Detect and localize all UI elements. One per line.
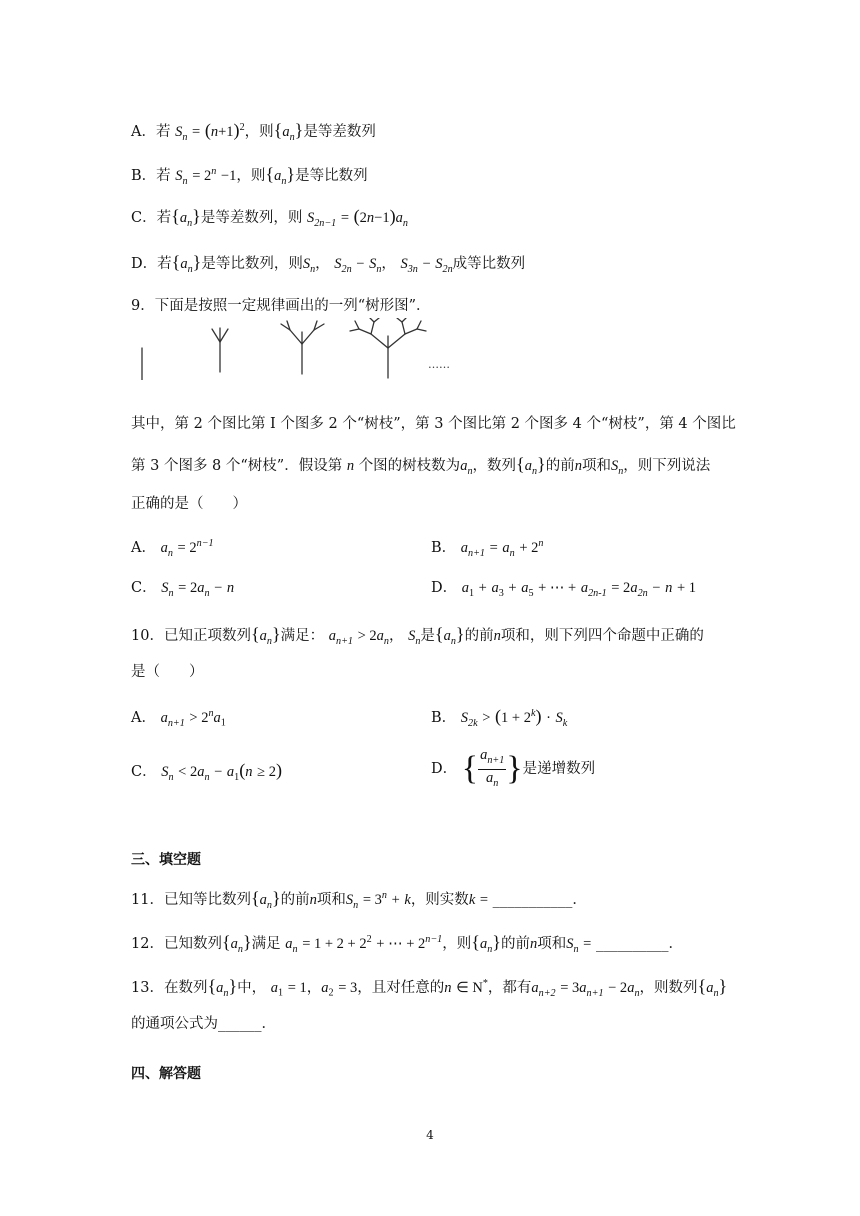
q10-option-c: C． $S_n < 2a_n - a_1(n \ge 2)$	[131, 760, 282, 783]
q9-option-a: A． $a_n = 2^{n-1}$	[131, 538, 214, 559]
q9-body-line2: 第 3 个图多 8 个“树枝”．假设第 n 个图的树枝数为$a_n$，数列$\{a_n\}$的前n项和$S_n$，则下列说法	[131, 454, 711, 477]
q8-option-b: B．若 $S_n = 2^n -1$，则$\{a_n\}$是等比数列	[131, 163, 368, 187]
q8-option-d: D．若$\{a_n\}$是等比数列，则$S_n$， $S_{2n} - S_n$， $S_{3n} - S_{2n}$成等比数列	[131, 252, 526, 275]
q9-body-line1: 其中，第 2 个图比第 I 个图多 2 个“树枝”，第 3 个图比第 2 个图多 4 个“树枝”，第 4 个图比	[131, 416, 736, 432]
q9-option-b: B． $a_{n+1} = a_n + 2^n$	[431, 538, 544, 559]
q9-option-d: D． $a_1 + a_3 + a_5$ + ⋯ + $a_{2n-1} = 2a_{2n} - n + 1$	[431, 580, 697, 599]
q13-line2: 的通项公式为______．	[131, 1016, 276, 1032]
q10-stem-line1: 10．已知正项数列$\{a_n\}$满足： $a_{n+1} > 2a_n$， $S_n$是$\{a_n\}$的前n项和，则下列四个命题中正确的	[131, 624, 704, 647]
q9-stem: 9．下面是按照一定规律画出的一列“树形图”．	[131, 298, 431, 314]
page-number: 4	[426, 1128, 434, 1142]
section-fill-in-blank: 三、填空题	[131, 852, 201, 868]
q8-option-c: C．若$\{a_n\}$是等差数列，则 $S_{2n-1} = (2n-1)a_n$	[131, 206, 408, 229]
q10-option-d: D． { $\frac{a_{n+1}}{a_n}$ }是递增数列	[431, 746, 596, 789]
q10-stem-line2: 是（ ）	[131, 664, 204, 680]
q9-body-line3: 正确的是（ ）	[131, 496, 247, 512]
tree-diagrams	[130, 318, 470, 380]
q12: 12．已知数列$\{a_n\}$满足 $a_n = 1 + 2 + 2^2$ + ⋯ + $2^{n-1}$，则$\{a_n\}$的前n项和$S_n$ = __________．	[131, 931, 683, 955]
q13-line1: 13．在数列$\{a_n\}$中， $a_1 = 1$，$a_2 = 3$，且对任意的n ∈ N*，都有$a_{n+2} = 3a_{n+1} - 2a_n$，则数列$\{a_n\}$	[131, 975, 728, 999]
q10-option-b: B． $S_{2k} > (1 + 2^k) \cdot S_k$	[431, 705, 568, 729]
section-solution: 四、解答题	[131, 1066, 201, 1082]
q9-option-c: C． $S_n = 2a_n - n$	[131, 580, 235, 599]
tree-figure-2	[212, 328, 228, 372]
q10-option-a: A． $a_{n+1} > 2^na_1$	[131, 708, 226, 729]
q11: 11．已知等比数列$\{a_n\}$的前n项和$S_n = 3^n + k$，则实数k = ___________．	[131, 887, 587, 911]
tree-figure-4	[350, 318, 426, 378]
tree-figure-3	[281, 321, 324, 374]
tree-ellipsis: ……	[428, 358, 450, 371]
q8-option-a: A．若 $S_n = (n+1)^2$，则$\{a_n\}$是等差数列	[131, 119, 376, 143]
